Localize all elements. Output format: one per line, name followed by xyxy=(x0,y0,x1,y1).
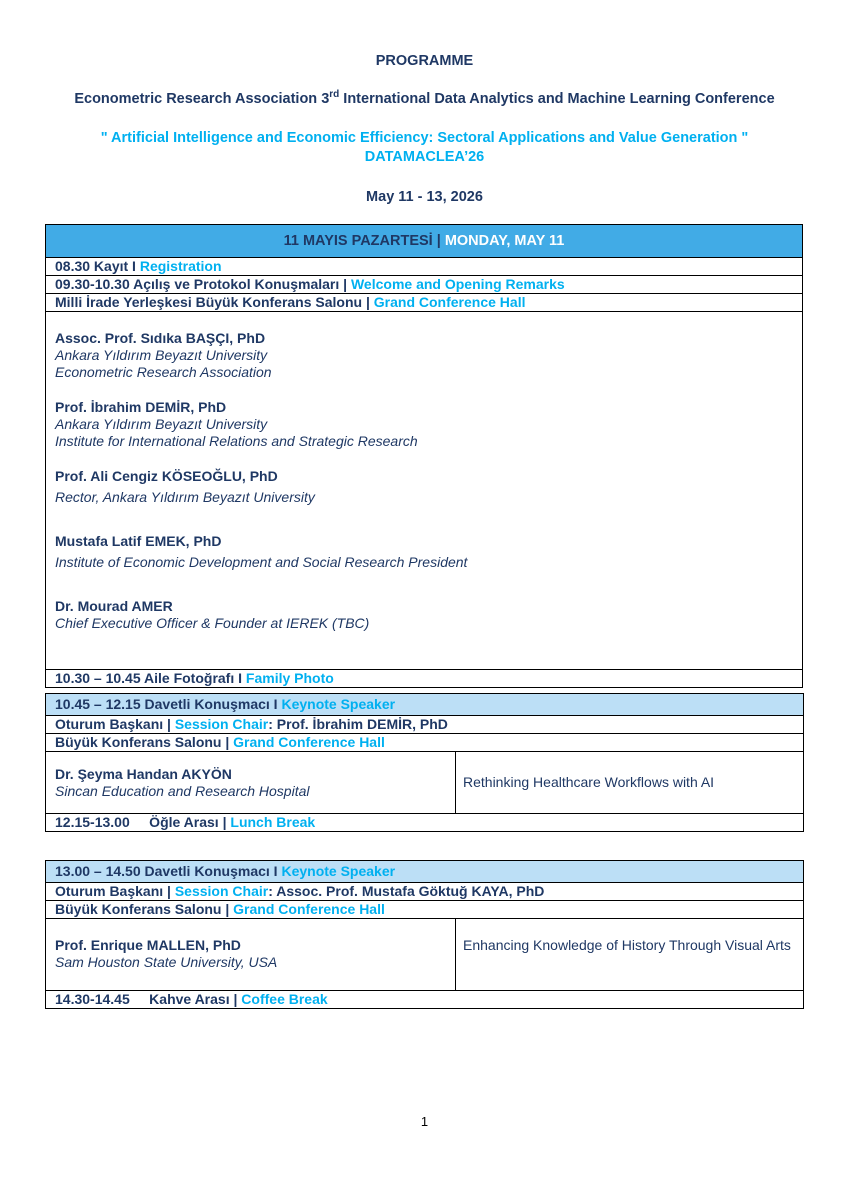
speaker-emek xyxy=(55,533,802,571)
conference-acronym: DATAMACLEA’26 xyxy=(364,149,485,165)
keynote2-chair: Oturum Başkanı | Session Chair: Assoc. Prof. Mustafa Göktuğ KAYA, PhD xyxy=(46,883,804,901)
speaker-basci xyxy=(55,330,802,381)
speaker-affiliation: Chief Executive Officer & Founder at IEREK (TBC) xyxy=(55,615,370,631)
speaker-name: Prof. İbrahim DEMİR, PhD xyxy=(55,399,227,415)
keynote2-speaker xyxy=(46,919,456,991)
opening-speakers-cell xyxy=(46,312,803,670)
day1-schedule-table xyxy=(45,224,803,688)
speaker-amer xyxy=(55,598,802,632)
keynote1-chair: Oturum Başkanı | Session Chair: Prof. İbrahim DEMİR, PhD xyxy=(46,716,804,734)
speaker-affiliation: Ankara Yıldırım Beyazıt University xyxy=(55,347,268,363)
opening-row: 09.30-10.30 Açılış ve Protokol Konuşmaları | Welcome and Opening Remarks xyxy=(46,276,803,294)
speaker-demir xyxy=(55,399,802,450)
keynote1-speaker xyxy=(46,752,456,814)
speaker-affiliation: Institute for International Relations and Strategic Research xyxy=(55,433,418,449)
venue-row: Milli İrade Yerleşkesi Büyük Konferans Salonu | Grand Conference Hall xyxy=(46,294,803,312)
keynote1-table xyxy=(45,693,804,832)
keynote2-hall: Büyük Konferans Salonu | Grand Conference Hall xyxy=(46,901,804,919)
speaker-affiliation: Institute of Economic Development and Social Research President xyxy=(55,554,468,570)
family-photo-row: 10.30 – 10.45 Aile Fotoğrafı I Family Photo xyxy=(46,670,803,688)
day1-banner: 11 MAYIS PAZARTESİ | MONDAY, MAY 11 xyxy=(46,225,803,258)
speaker-name: Prof. Ali Cengiz KÖSEOĞLU, PhD xyxy=(55,468,278,484)
speaker-affiliation: Sincan Education and Research Hospital xyxy=(55,782,310,799)
speaker-name: Dr. Mourad AMER xyxy=(55,598,173,614)
keynote1-talk-title: Rethinking Healthcare Workflows with AI xyxy=(456,752,804,814)
speaker-affiliation: Ankara Yıldırım Beyazıt University xyxy=(55,416,268,432)
keynote2-table xyxy=(45,860,804,1009)
conference-dates: May 11 - 13, 2026 xyxy=(366,189,483,205)
speaker-name: Mustafa Latif EMEK, PhD xyxy=(55,533,222,549)
programme-heading: PROGRAMME xyxy=(375,53,474,69)
lunch-break-row: 12.15-13.00 Öğle Arası | Lunch Break xyxy=(46,814,804,832)
page-number: 1 xyxy=(420,1114,429,1129)
speaker-name: Dr. Şeyma Handan AKYÖN xyxy=(55,765,232,782)
conference-title: Econometric Research Association 3rd International Data Analytics and Machine Learning Conference xyxy=(74,89,775,107)
speaker-name: Assoc. Prof. Sıdıka BAŞÇI, PhD xyxy=(55,330,266,346)
coffee-break-row: 14.30-14.45 Kahve Arası | Coffee Break xyxy=(46,991,804,1009)
keynote1-hall: Büyük Konferans Salonu | Grand Conference Hall xyxy=(46,734,804,752)
speaker-koseoglu xyxy=(55,468,802,506)
speaker-affiliation: Rector, Ankara Yıldırım Beyazıt University xyxy=(55,489,315,505)
speaker-affiliation: Sam Houston State University, USA xyxy=(55,954,278,970)
registration-row: 08.30 Kayıt I Registration xyxy=(46,258,803,276)
keynote2-title: 13.00 – 14.50 Davetli Konuşmacı I Keynote Speaker xyxy=(46,861,804,883)
speaker-affiliation: Econometric Research Association xyxy=(55,364,272,380)
keynote1-title: 10.45 – 12.15 Davetli Konuşmacı I Keynote Speaker xyxy=(46,694,804,716)
keynote2-talk-title: Enhancing Knowledge of History Through Visual Arts xyxy=(456,919,804,991)
speaker-name: Prof. Enrique MALLEN, PhD xyxy=(55,937,241,953)
conference-theme: " Artificial Intelligence and Economic Efficiency: Sectoral Applications and Value Generation " xyxy=(100,130,749,146)
